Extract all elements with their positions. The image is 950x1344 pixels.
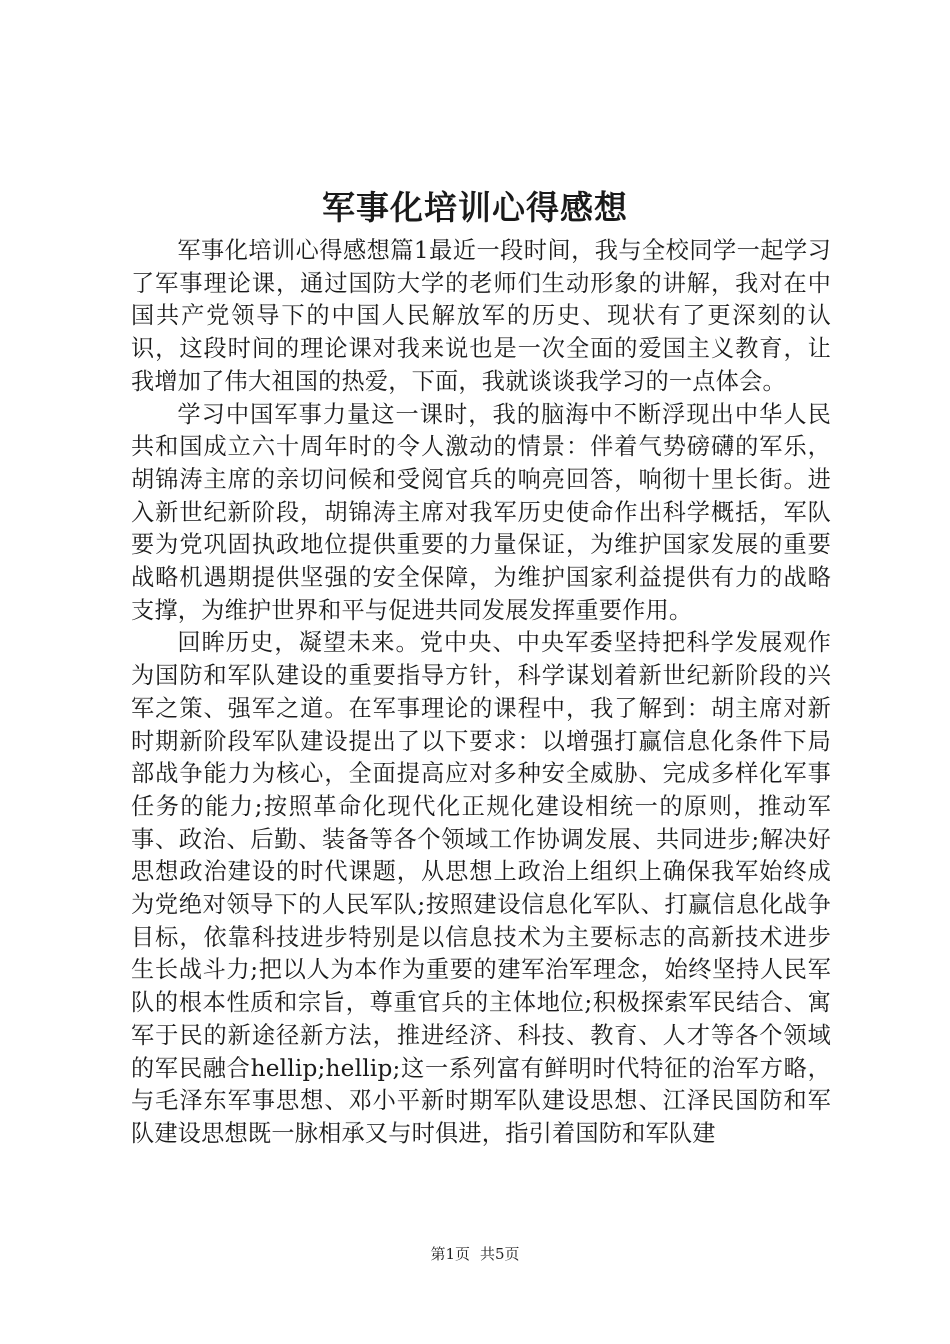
page-footer (0, 1240, 950, 1268)
document-body (131, 235, 831, 1151)
page-number: 第1页 (430, 1245, 470, 1263)
page-total: 共5页 (480, 1245, 520, 1263)
document-title: 军事化培训心得感想 (322, 188, 628, 227)
paragraph-3: 回眸历史，凝望未来。党中央、中央军委坚持把科学发展观作为国防和军队建设的重要指导方针，科学谋划着新世纪新阶段的兴军之策、强军之道。在军事理论的课程中，我了解到：胡主席对新时期新阶段军队建设提出了以下要求：以增强打赢信息化条件下局部战争能力为核心，全面提高应对多种安全威胁、完成多样化军事任务的能力;按照革命化现代化正规化建设相统一的原则，推动军事、政治、后勤、装备等各个领域工作协调发展、共同进步;解决好思想政治建设的时代课题，从思想上政治上组织上确保我军始终成为党绝对领导下的人民军队;按照建设信息化军队、打赢信息化战争目标，依靠科技进步特别是以信息技术为主要标志的高新技术进步生长战斗力;把以人为本作为重要的建军治军理念，始终坚持人民军队的根本性质和宗旨，尊重官兵的主体地位;积极探索军民结合、寓军于民的新途径新方法，推进经济、科技、教育、人才等各个领域的军民融合hellip;hellip;这一系列富有鲜明时代特征的治军方略，与毛泽东军事思想、邓小平新时期军队建设思想、江泽民国防和军队建设思想既一脉相承又与时俱进，指引着国防和军队建 (131, 629, 831, 1147)
paragraph-2: 学习中国军事力量这一课时，我的脑海中不断浮现出中华人民共和国成立六十周年时的令人激动的情景：伴着气势磅礴的军乐，胡锦涛主席的亲切问候和受阅官兵的响亮回答，响彻十里长街。进入新世纪新阶段，胡锦涛主席对我军历史使命作出科学概括，军队要为党巩固执政地位提供重要的力量保证，为维护国家发展的重要战略机遇期提供坚强的安全保障，为维护国家利益提供有力的战略支撑，为维护世界和平与促进共同发展发挥重要作用。 (131, 400, 831, 624)
paragraph-1: 军事化培训心得感想篇1最近一段时间，我与全校同学一起学习了军事理论课，通过国防大学的老师们生动形象的讲解，我对在中国共产党领导下的中国人民解放军的历史、现状有了更深刻的认识，这段时间的理论课对我来说也是一次全面的爱国主义教育，让我增加了伟大祖国的热爱，下面，我就谈谈我学习的一点体会。 (131, 237, 831, 395)
